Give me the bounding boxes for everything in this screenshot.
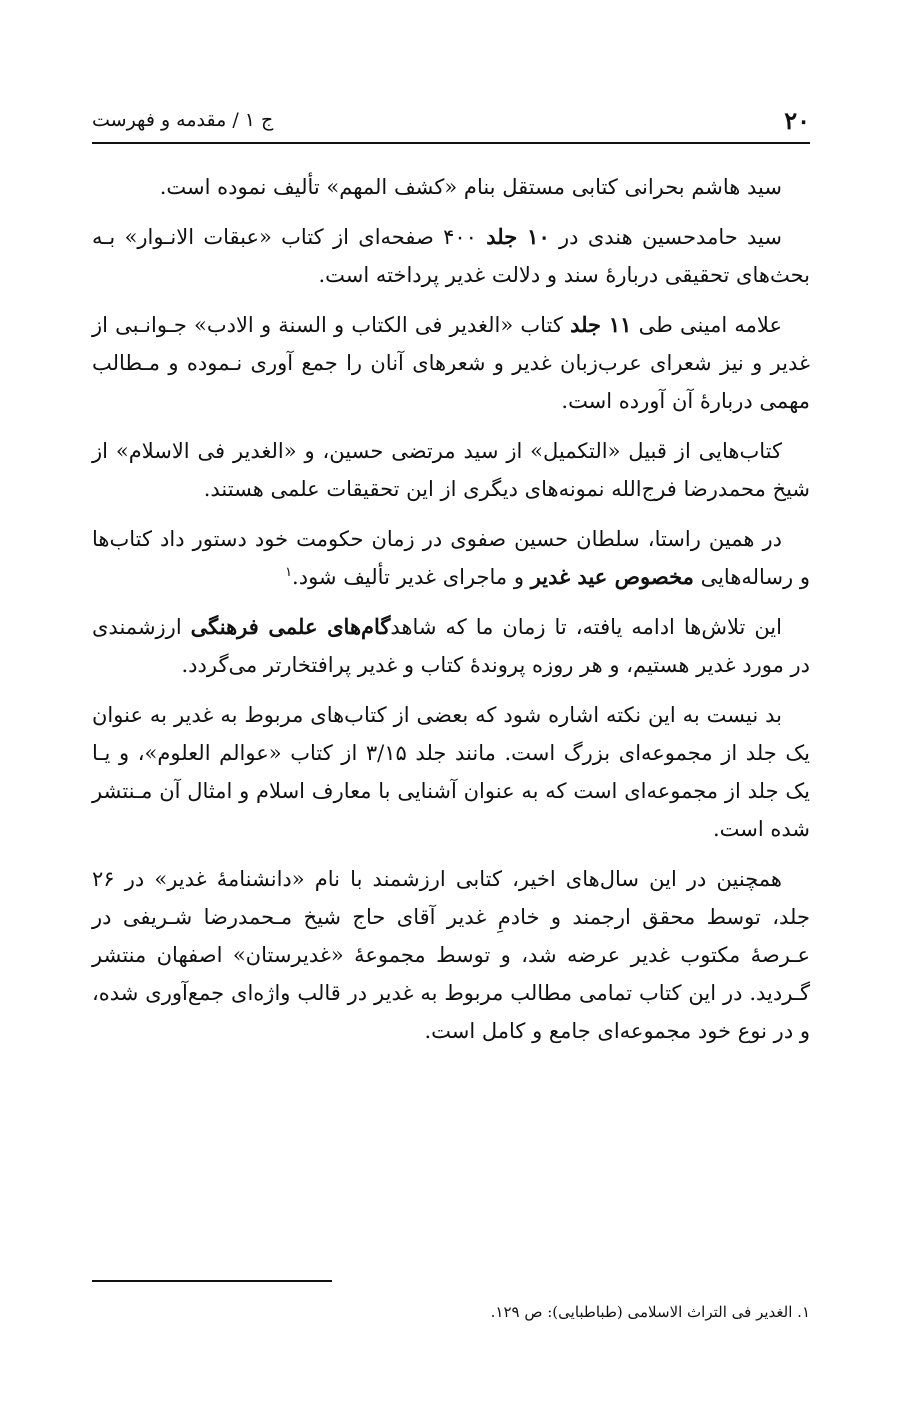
paragraph-soltan-hossein [92,520,810,596]
paragraph-text: علامه امینی طی [631,313,782,337]
page-number: ۲۰ [784,105,810,135]
body-text [92,168,810,1062]
paragraph-text: کتاب «الغدیر فی الکتاب و السنة و الادب» جـوانـبی از غدیر و نیز شعرای عرب‌زبان غدیر و شعرهای آنان را جمع آوری نـموده و مـطالب مهمی دربارهٔ آن آورده است. [92,313,810,413]
header-rule [92,142,810,144]
paragraph-efforts [92,608,810,684]
paragraph-text: بد نیست به این نکته اشاره شود که بعضی از کتاب‌های مربوط به غدیر به عنوان یک جلد از مجموعه‌ای بزرگ است. مانند جلد ۳/۱۵ از کتاب «عوالم العلوم»، و یـا یک جلد از مجموعه‌ای است که به عنوان آشنایی با معارف اسلام و امثال آن مـنتشر شده است. [92,703,810,841]
bold-phrase: گام‌های علمی فرهنگی [190,614,391,639]
running-head: ج ۱ / مقدمه و فهرست [92,109,274,131]
paragraph-text: سید هاشم بحرانی کتابی مستقل بنام «کشف المهم» تألیف نموده است. [159,175,782,199]
book-page [92,0,810,1410]
paragraph-text: کتاب‌هایی از قبیل «التکمیل» از سید مرتضی حسین، و «الغدیر فی الاسلام» از شیخ محمدرضا فرج‌الله نمونه‌های دیگری از این تحقیقات علمی هستند. [92,439,810,501]
paragraph-text: همچنین در این سال‌های اخیر، کتابی ارزشمند با نام «دانشنامهٔ غدیر» در ۲۶ جلد، توسط محقق ارجمند و خادمِ غدیر آقای حاج شیخ مـحمدرضا شـریفی در عـرصهٔ مکتوب غدیر عرضه شد، و توسط مجموعهٔ «غدیرستان» اصفهان منتشر گـردید. در این کتاب تمامی مطالب مربوط به غدیر در قالب واژه‌ای جمع‌آوری شده، و در نوع خود مجموعه‌ای جامع و کامل است. [92,867,810,1043]
paragraph-text: ۴۰۰ صفحه‌ای از کتاب «عبقات الانـوار» بـه بحث‌های تحقیقی دربارهٔ سند و دلالت غدیر پرداخته است. [92,225,810,287]
paragraph-text: سید حامدحسین هندی در [549,225,782,249]
page-header [92,100,810,140]
footnote-rule [92,1280,332,1282]
paragraph-other-books [92,432,810,508]
paragraph-ghadir-encyclopedia [92,860,810,1050]
paragraph-text: ارزشمندی در مورد غدیر هستیم، و هر روزه پروندهٔ کتاب و غدیر پرافتخارتر می‌گردد. [92,615,810,677]
bold-phrase: ۱۰ جلد [486,224,550,249]
paragraph-text: این تلاش‌ها ادامه یافته، تا زمان ما که شاهد [390,615,782,639]
paragraph-collection-volumes [92,696,810,848]
footnote: ۱. الغدیر فی التراث الاسلامی (طباطبایی): ص ۱۲۹. [490,1303,810,1321]
paragraph-hashem-bahrani [92,168,810,206]
paragraph-allameh-amini [92,306,810,420]
paragraph-text: در همین راستا، سلطان حسین صفوی در زمان حکومت خود دستور داد کتاب‌ها و رساله‌هایی [92,527,810,589]
bold-phrase: ۱۱ جلد [570,312,632,337]
footnote-marker: ۱ [285,565,293,580]
paragraph-hamed-hossein [92,218,810,294]
paragraph-text: و ماجرای غدیر تألیف شود. [292,565,531,589]
bold-phrase: مخصوص عید غدیر [530,564,694,589]
